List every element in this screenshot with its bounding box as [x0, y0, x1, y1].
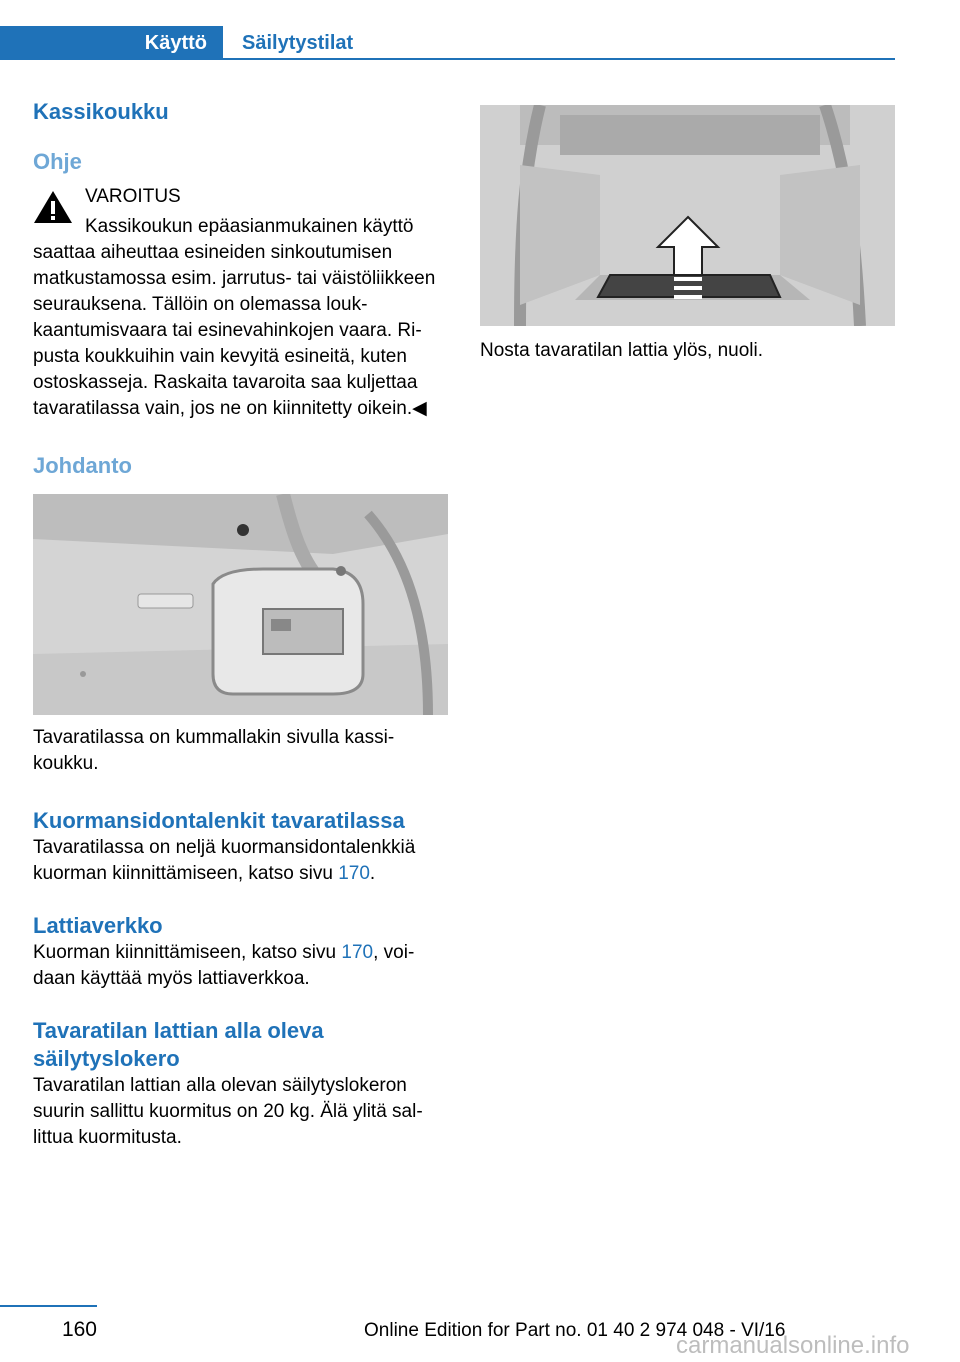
intro-heading: Johdanto: [33, 453, 132, 478]
storage-title: Tavaratilan lattian alla oleva säilytyslokero: [33, 1018, 324, 1071]
warning-block: [33, 184, 449, 422]
lashing-page-link[interactable]: 170: [338, 863, 370, 884]
section-title-kassikoukku: Kassikoukku: [33, 99, 169, 124]
floor-net-text: [33, 940, 449, 992]
lashing-title: Kuormansidontalenkit tavaratilassa: [33, 808, 405, 833]
warning-text: saattaa aiheuttaa esineiden sinkoutumisen matkustamossa esim. jarrutus- tai väistöliikkeen seurauksena. Tällöin on olemassa loukkaantumisvaara tai esinevahinkojen vaara. Ripusta koukkuihin vain kevyitä esineitä, kuten ostoskasseja. Raskaita tavaroita saa kuljettaa tavaratilassa vain, jos ne on kiinnitetty oikein.◀: [33, 242, 436, 419]
lashing-text-end: .: [369, 863, 376, 884]
left-column: [33, 98, 449, 1151]
header-rule: [223, 58, 895, 60]
note-heading: Ohje: [33, 149, 82, 174]
floor-net-text-end: , voidaan käyttää myös lattiaverkkoa.: [33, 942, 415, 989]
header-tabbar: [0, 26, 895, 62]
page-number: 160: [61, 1318, 97, 1341]
right-caption: Nosta tavaratilan lattia ylös, nuoli.: [480, 340, 764, 361]
warning-text-line1: Kassikoukun epäasianmukainen käyttö: [85, 216, 414, 237]
tab-sailytystilat[interactable]: Säilytystilat: [242, 32, 354, 54]
trunk-floor-lift-illustration: [480, 105, 895, 326]
tab-kaytto[interactable]: Käyttö: [0, 26, 223, 60]
footer-rule: [0, 1305, 97, 1307]
warning-label: VAROITUS: [85, 186, 181, 207]
floor-net-title: Lattiaverkko: [33, 913, 163, 938]
floor-net-text-main: Kuorman kiinnittämiseen, katso sivu: [33, 942, 342, 963]
edition-line: Online Edition for Part no. 01 40 2 974 048 - VI/16: [364, 1320, 786, 1341]
right-column: [480, 105, 895, 364]
trunk-side-bag-hook-illustration: [33, 494, 448, 715]
warning-triangle-icon: [33, 190, 73, 224]
floor-net-page-link[interactable]: 170: [341, 942, 374, 963]
watermark: carmanualsonline.info: [676, 1332, 910, 1359]
lashing-text: [33, 835, 449, 887]
lashing-text-main: Tavaratilassa on neljä kuormansidontalenkkiä kuorman kiinnittämiseen, katso sivu: [33, 837, 416, 884]
storage-text: Tavaratilan lattian alla olevan säilytyslokeron suurin sallittu kuormitus on 20 kg. Älä ylitä sallittua kuormitusta.: [33, 1075, 423, 1148]
intro-caption: Tavaratilassa on kummallakin sivulla kassikoukku.: [33, 727, 395, 774]
